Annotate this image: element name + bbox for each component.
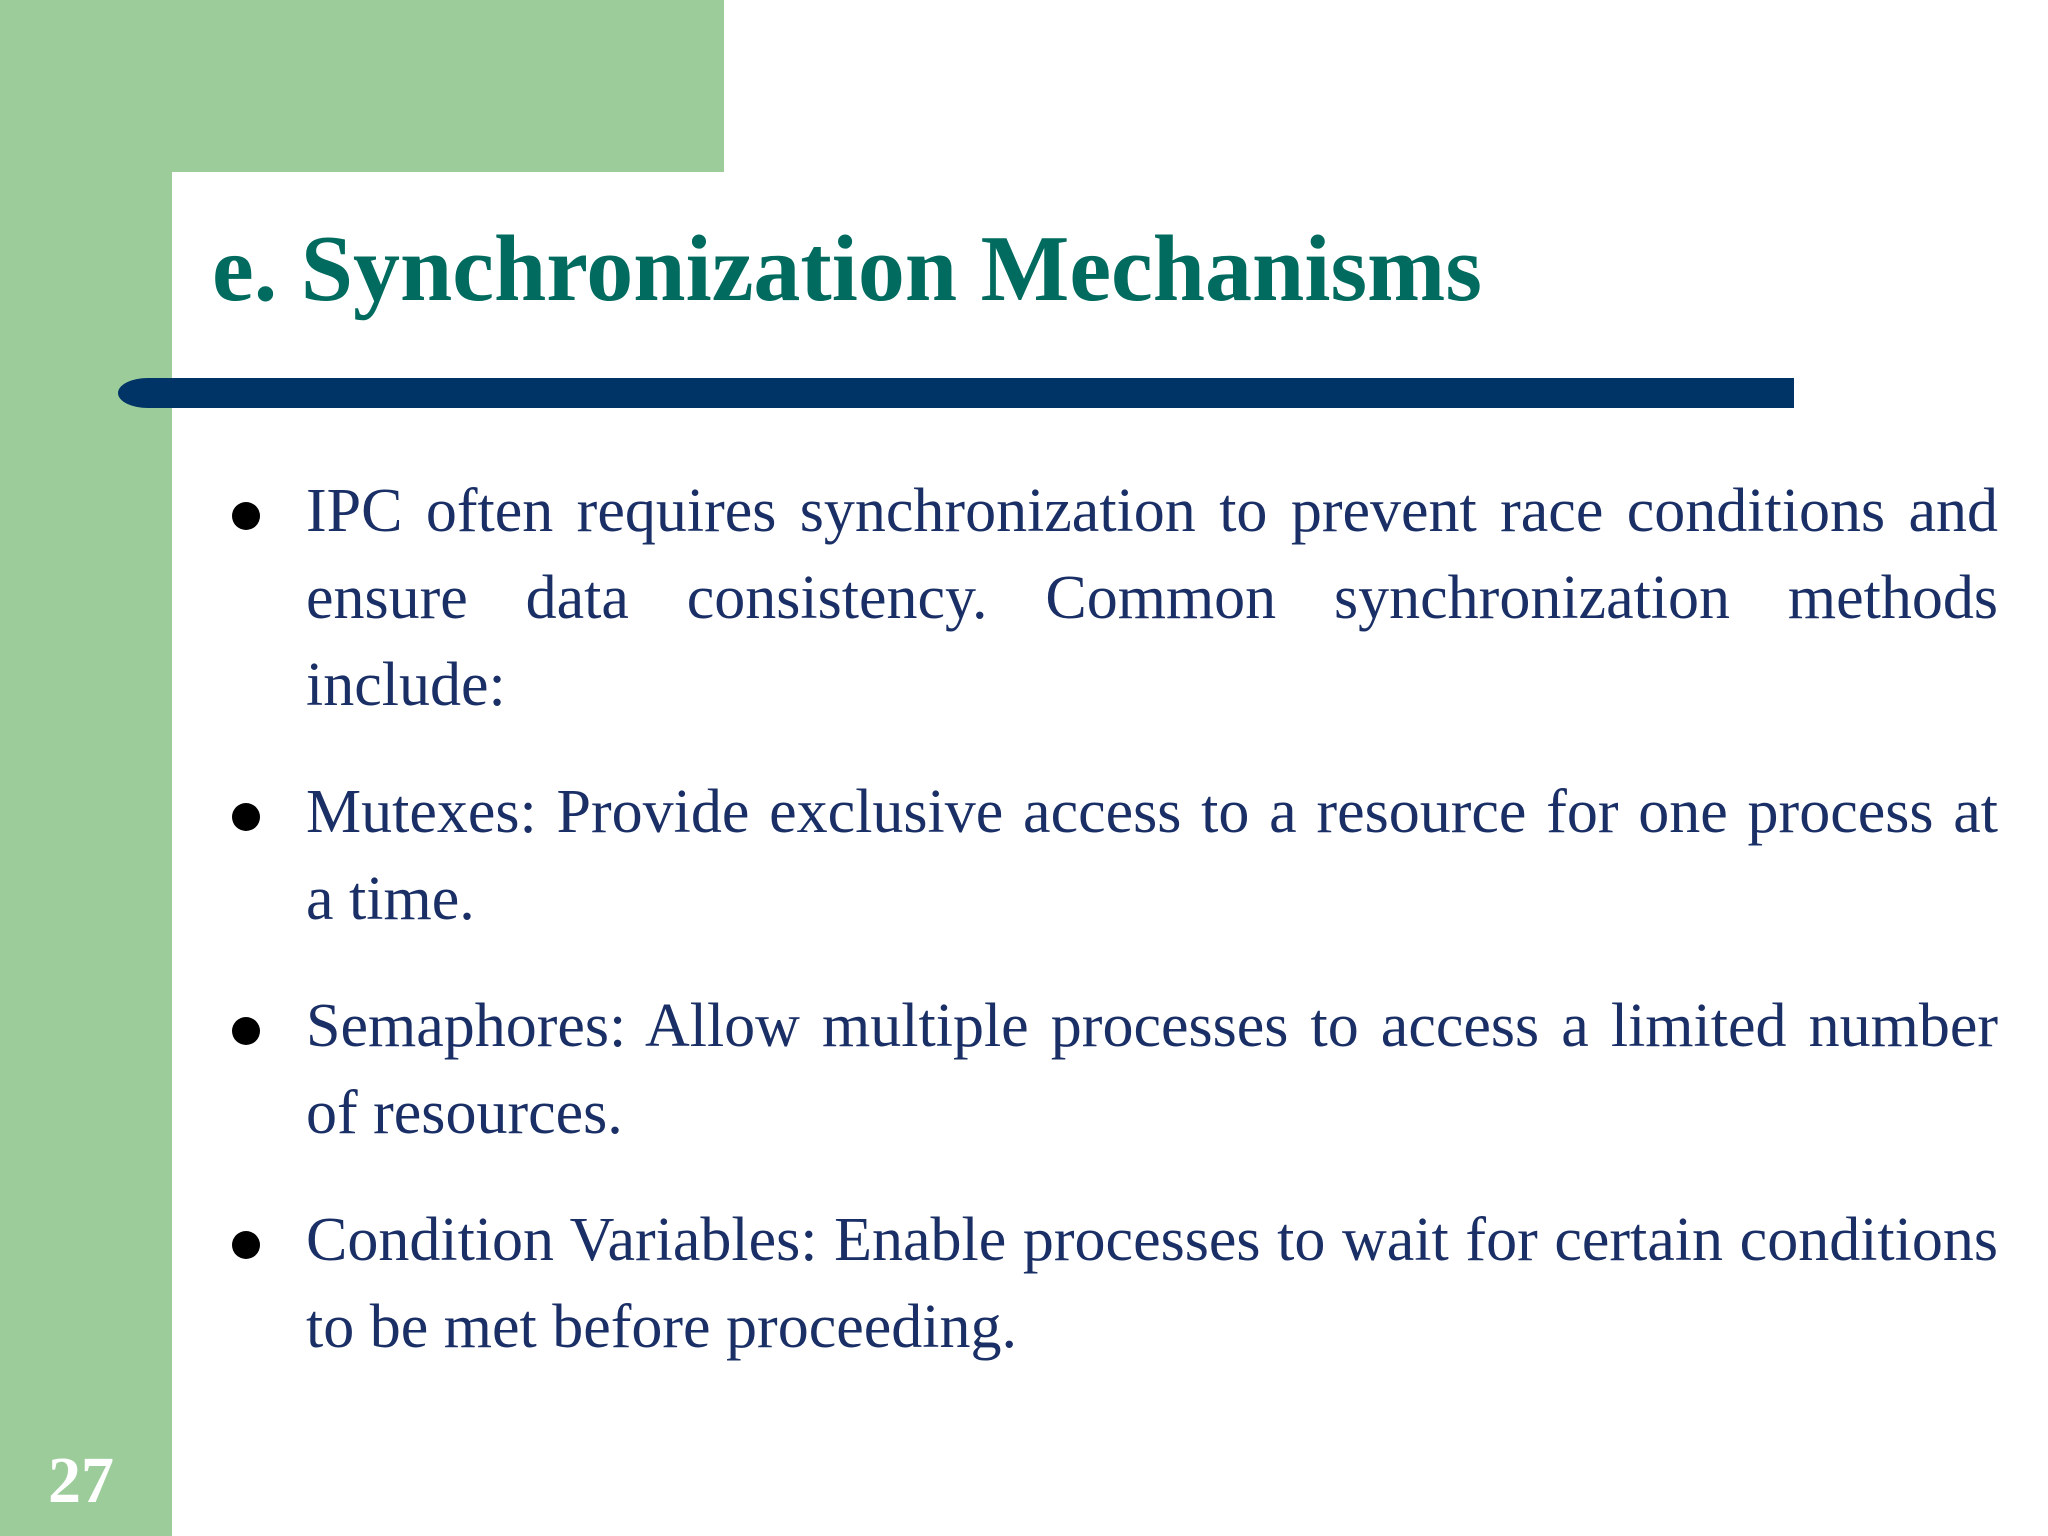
bullet-text: Condition Variables: Enable processes to wait for certain conditions to be met before proceeding.: [306, 1206, 1998, 1361]
slide-number: 27: [48, 1444, 114, 1517]
bullet-dot-icon: [232, 502, 260, 530]
bullet-list: [222, 468, 1998, 1411]
bullet-dot-icon: [232, 803, 260, 831]
slide-title: e. Synchronization Mechanisms: [212, 217, 1482, 321]
bullet-dot-icon: [232, 1017, 260, 1045]
bullet-text: Semaphores: Allow multiple processes to access a limited number of resources.: [306, 992, 1998, 1147]
left-accent-bar: [0, 0, 172, 1536]
bullet-item: [222, 983, 1998, 1157]
top-accent-block: [0, 0, 724, 172]
bullet-item: [222, 769, 1998, 943]
bullet-dot-icon: [232, 1231, 260, 1259]
bullet-item: [222, 1197, 1998, 1371]
bullet-text: Mutexes: Provide exclusive access to a resource for one process at a time.: [306, 778, 1998, 933]
title-underline: [118, 378, 1794, 408]
bullet-item: [222, 468, 1998, 729]
bullet-text: IPC often requires synchronization to prevent race conditions and ensure data consistency. Common synchronization methods include:: [306, 477, 1998, 719]
